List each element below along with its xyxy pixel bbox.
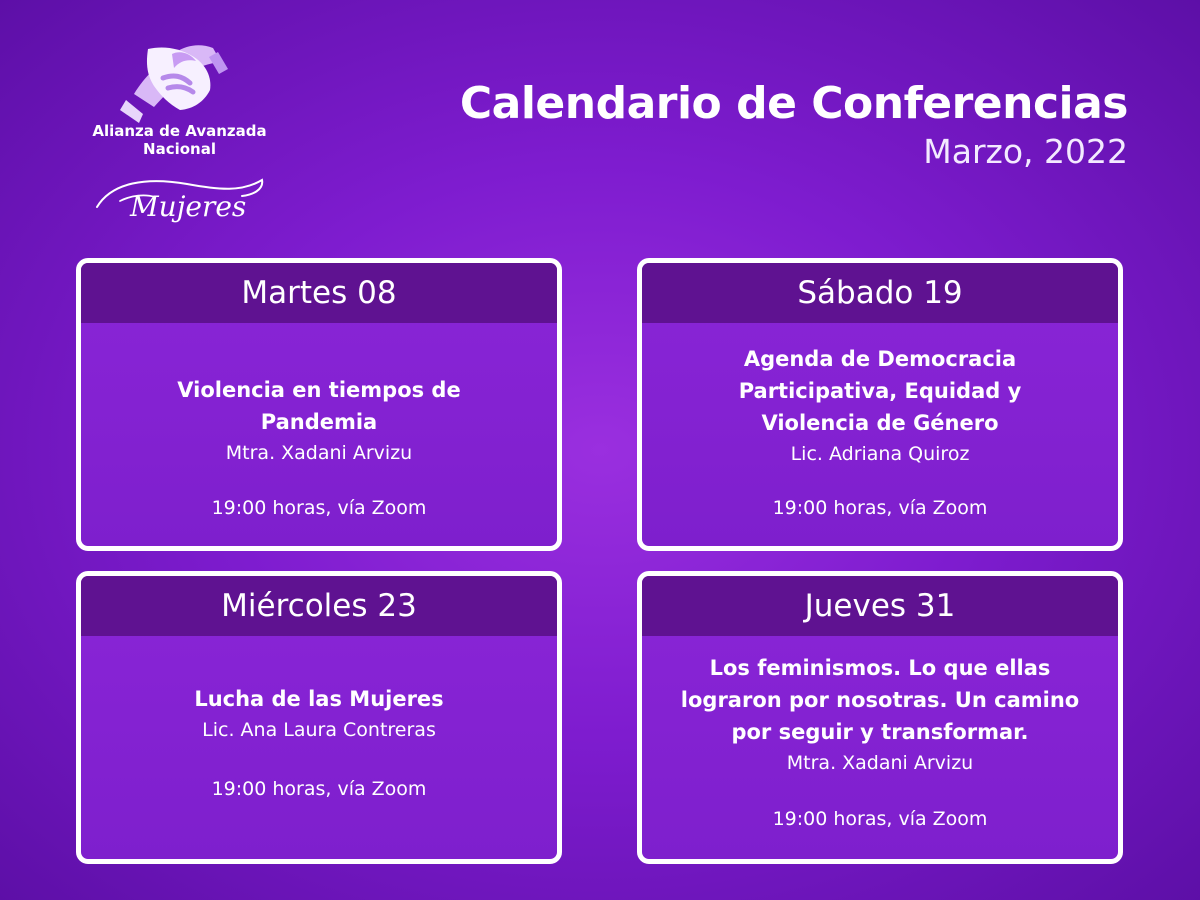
event-speaker: Lic. Ana Laura Contreras [202, 719, 436, 741]
event-day: Sábado 19 [642, 263, 1118, 323]
event-body [642, 636, 1118, 859]
event-body [642, 323, 1118, 546]
organization-name-line-2: Nacional [143, 140, 216, 158]
event-day: Jueves 31 [642, 576, 1118, 636]
event-speaker: Lic. Adriana Quiroz [790, 443, 970, 465]
event-card-martes-08 [76, 258, 562, 551]
event-day: Miércoles 23 [81, 576, 557, 636]
event-body [81, 323, 557, 546]
mujeres-script: Mujeres [130, 190, 247, 223]
organization-name-line-1: Alianza de Avanzada [92, 122, 267, 140]
page-subtitle: Marzo, 2022 [923, 132, 1128, 171]
event-title: Los feminismos. Lo que ellas lograron por nosotras. Un camino por seguir y transformar. [680, 656, 1080, 744]
event-time: 19:00 horas, vía Zoom [772, 808, 988, 830]
event-content [81, 323, 557, 468]
event-card-jueves-31 [637, 571, 1123, 864]
event-title: Violencia en tiempos de Pandemia [177, 378, 461, 434]
event-content [642, 636, 1118, 778]
page-title: Calendario de Conferencias [459, 78, 1128, 129]
event-time: 19:00 horas, vía Zoom [772, 497, 988, 519]
event-speaker: Mtra. Xadani Arvizu [225, 442, 413, 464]
event-body [81, 636, 557, 859]
event-content [81, 636, 557, 745]
event-day: Martes 08 [81, 263, 557, 323]
event-card-miercoles-23 [76, 571, 562, 864]
event-card-sabado-19 [637, 258, 1123, 551]
event-title: Agenda de Democracia Participativa, Equidad y Violencia de Género [738, 347, 1022, 435]
event-speaker: Mtra. Xadani Arvizu [786, 752, 974, 774]
organization-logo [72, 22, 287, 237]
event-time: 19:00 horas, vía Zoom [211, 497, 427, 519]
organization-name [72, 122, 287, 158]
handshake-icon [120, 28, 228, 128]
event-title: Lucha de las Mujeres [194, 687, 444, 711]
event-time: 19:00 horas, vía Zoom [211, 778, 427, 800]
event-content [642, 323, 1118, 469]
